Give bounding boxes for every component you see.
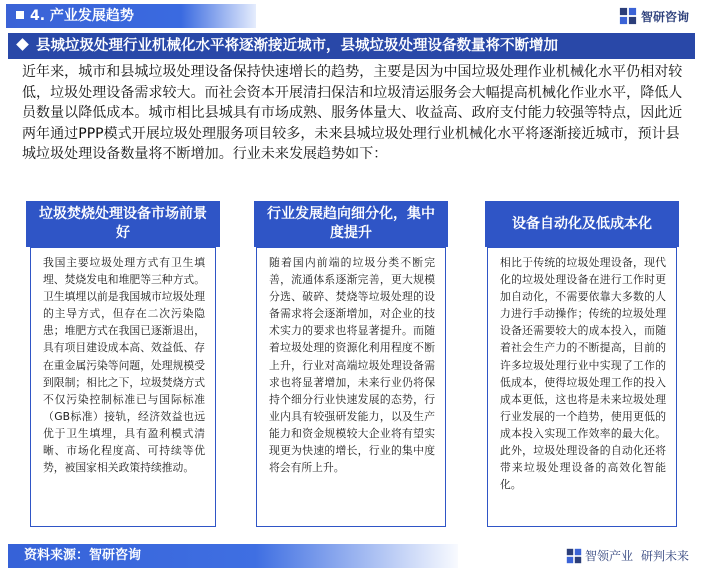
card-title-3: 设备自动化及低成本化 [485, 201, 679, 247]
zhiyan-logo-icon [619, 7, 637, 25]
card-title-1: 垃圾焚烧处理设备市场前景好 [26, 201, 220, 247]
diamond-bullet-icon [16, 38, 29, 51]
square-bullet-icon [16, 11, 24, 19]
section-tab [6, 4, 256, 28]
slogan-left: 智领产业 [584, 549, 633, 563]
card-body-3: 相比于传统的垃圾处理设备，现代化的垃圾处理设备在进行工作时更加自动化，不需要依靠大多数的人力进行手动操作；传统的垃圾处理设备还需要较大的成本投入，而随着社会生产力的不断提高，目前的许多垃圾处理行业中实现了工作的低成本，使得垃圾处理工作的投入成本更低，这也将是未来垃圾处理行业发展的一个趋势，使用更低的成本投入实现工作效率的最大化。此外，垃圾处理设备的自动化还将带来垃圾处理设备的高效化智能化。 [487, 247, 677, 527]
footer-slogan [566, 547, 689, 564]
card-body-2: 随着国内前端的垃圾分类不断完善，流通体系逐渐完善，更大规模分选、破碎、焚烧等垃圾处理的设备需求将会逐渐增加，对企业的技术实力的要求也将显著提升。而随着垃圾处理的资源化利用程度不断上升，行业对高端垃圾处理设备需求也将显著增加，未来行业仍将保持个细分行业快速发展的态势，行业内具有较强研发能力，以及生产能力和资金规模较大企业将有望实现更为快速的增长，行业的集中度将会有所上升。 [256, 247, 446, 527]
brand [619, 5, 689, 27]
headline-text: 县城垃圾处理行业机械化水平将逐渐接近城市，县城垃圾处理设备数量将不断增加 [36, 38, 558, 54]
brand-name: 智研咨询 [640, 9, 689, 24]
slogan-right: 研判未来 [640, 549, 689, 563]
top-bar [0, 0, 703, 33]
zhiyan-logo-icon [566, 548, 582, 564]
headline-banner [8, 33, 695, 59]
card-title-2: 行业发展趋向细分化，集中度提升 [254, 201, 448, 247]
card-body-1: 我国主要垃圾处理方式有卫生填埋、焚烧发电和堆肥等三种方式。卫生填埋以前是我国城市垃圾处理的主导方式，但存在二次污染隐患；堆肥方式在我国已逐渐退出，具有项目建设成本高、效益低、存在重金属污染等问题，处理规模受到限制；相比之下，垃圾焚烧方式不仅污染控制标准已与国际标准（GB标准）接轨，经济效益也远优于卫生填埋，具有盈利模式清晰、市场化程度高、可持续等优势，被国家相关政策持续推动。 [30, 247, 216, 527]
section-title: 4. 产业发展趋势 [30, 8, 134, 24]
footer [0, 537, 703, 585]
intro-paragraph: 近年来，城市和县城垃圾处理设备保持快速增长的趋势，主要是因为中国垃圾处理作业机械化水平仍相对较低，垃圾处理设备需求较大。而社会资本开展清扫保洁和垃圾清运服务会大幅提高机械化作业水平，降低人员数量以降低成本。城市相比县城具有市场成熟、服务体量大、收益高、政府支付能力较强等特点，因此近两年通过PPP模式开展垃圾处理服务项目较多，未来县城垃圾处理行业机械化水平将逐渐接近城市，预计县城垃圾处理设备数量将不断增加。行业未来发展趋势如下： [22, 64, 683, 162]
source-label: 资料来源：智研咨询 [8, 544, 458, 568]
